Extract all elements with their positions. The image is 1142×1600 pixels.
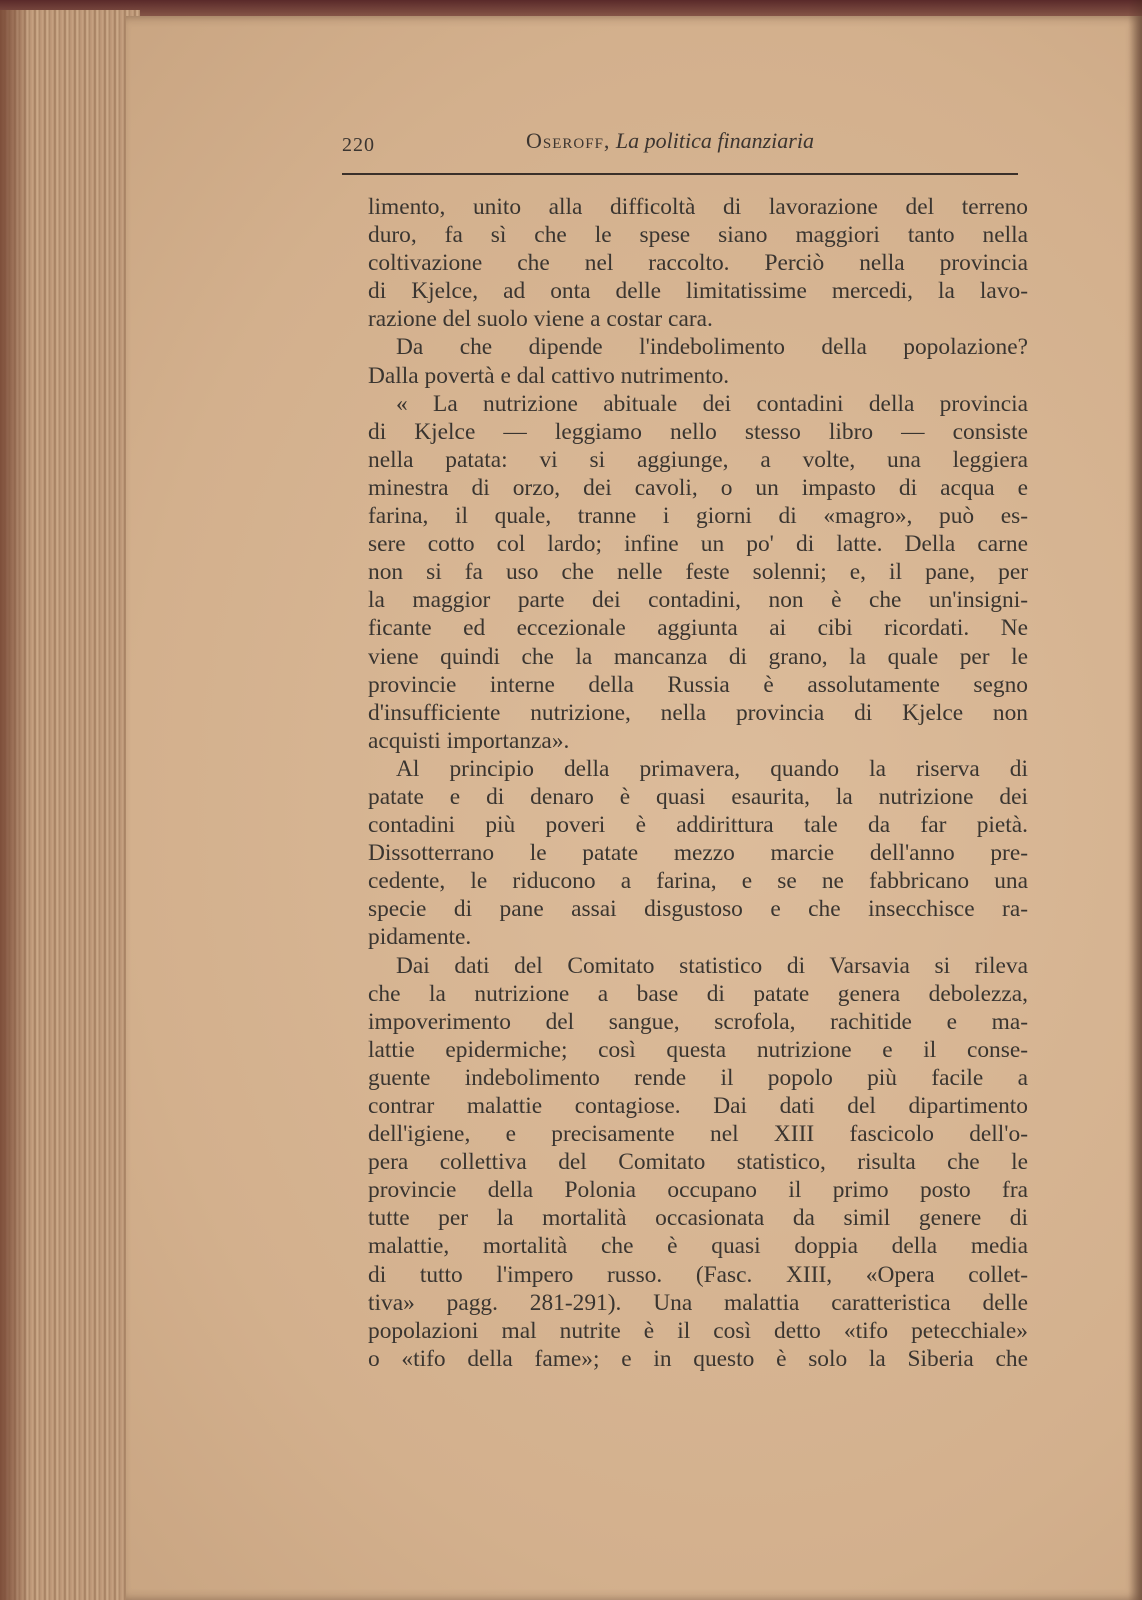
- text-line: lattie epidermiche; così questa nutrizione e il conse-: [368, 1036, 1028, 1063]
- page-edge-shadow: [1128, 0, 1142, 1600]
- running-head: [526, 128, 814, 154]
- text-line: nella patata: vi si aggiunge, a volte, una leggiera: [368, 446, 1028, 473]
- text-line: impoverimento del sangue, scrofola, rachitide e ma-: [368, 1008, 1028, 1035]
- running-head-author: Oseroff,: [526, 128, 611, 153]
- text-line: Dai dati del Comitato statistico di Varsavia si rileva: [396, 952, 1028, 979]
- text-line: malattie, mortalità che è quasi doppia della media: [368, 1233, 1028, 1260]
- text-line: di Kjelce, ad onta delle limitatissime mercedi, la lavo-: [368, 278, 1028, 305]
- text-line: tiva» pagg. 281-291). Una malattia caratteristica delle: [368, 1289, 1028, 1316]
- text-line: viene quindi che la mancanza di grano, la quale per le: [368, 643, 1028, 670]
- page-number: 220: [342, 134, 375, 156]
- text-line: provincie interne della Russia è assolutamente segno: [368, 671, 1028, 698]
- text-line: pidamente.: [368, 924, 472, 951]
- text-line: guente indebolimento rende il popolo più facile a: [368, 1064, 1028, 1091]
- text-line: limento, unito alla difficoltà di lavorazione del terreno: [368, 194, 1028, 220]
- text-line: Dalla povertà e dal cattivo nutrimento.: [368, 362, 730, 389]
- text-line: « La nutrizione abituale dei contadini della provincia: [396, 390, 1028, 417]
- text-line: dell'igiene, e precisamente nel XIII fascicolo dell'o-: [368, 1121, 1028, 1148]
- text-line: o «tifo della fame»; e in questo è solo la Siberia che: [368, 1345, 1028, 1372]
- header-rule: [342, 173, 1018, 175]
- text-line: minestra di orzo, dei cavoli, o un impasto di acqua e: [368, 474, 1028, 501]
- text-line: d'insufficiente nutrizione, nella provincia di Kjelce non: [368, 699, 1028, 726]
- text-line: contadini più poveri è addirittura tale da far pietà.: [368, 812, 1028, 839]
- text-line: Al principio della primavera, quando la riserva di: [396, 755, 1028, 782]
- text-line: di Kjelce — leggiamo nello stesso libro — consiste: [368, 418, 1028, 445]
- text-line: contrar malattie contagiose. Dai dati del dipartimento: [368, 1093, 1028, 1119]
- text-line: sere cotto col lardo; infine un po' di latte. Della carne: [368, 531, 1028, 558]
- text-line: di tutto l'impero russo. (Fasc. XIII, «Opera collet-: [368, 1261, 1028, 1288]
- text-line: cedente, le riducono a farina, e se ne fabbricano una: [368, 868, 1028, 895]
- text-line: farina, il quale, tranne i giorni di «magro», può es-: [368, 503, 1028, 530]
- text-line: la maggior parte dei contadini, non è che un'insigni-: [368, 587, 1028, 614]
- text-line: pera collettiva del Comitato statistico, risulta che le: [368, 1149, 1028, 1176]
- text-line: Da che dipende l'indebolimento della popolazione?: [396, 334, 1028, 361]
- text-line: duro, fa sì che le spese siano maggiori tanto nella: [368, 222, 1028, 249]
- text-line: patate e di denaro è quasi esaurita, la nutrizione dei: [368, 783, 1028, 810]
- text-line: razione del suolo viene a costar cara.: [368, 306, 713, 333]
- page-stack-edge: [0, 10, 140, 1600]
- text-line: acquisti importanza».: [368, 727, 570, 754]
- text-line: ficante ed eccezionale aggiunta ai cibi ricordati. Ne: [368, 615, 1028, 642]
- text-line: non si fa uso che nelle feste solenni; e, il pane, per: [368, 559, 1028, 586]
- text-line: tutte per la mortalità occasionata da simil genere di: [368, 1205, 1028, 1232]
- text-line: che la nutrizione a base di patate genera debolezza,: [368, 980, 1028, 1007]
- running-header: [216, 128, 1040, 168]
- text-line: popolazioni mal nutrite è il così detto «tifo petecchiale»: [368, 1317, 1028, 1344]
- body-text: [368, 193, 1028, 1373]
- running-head-title: La politica finanziaria: [615, 128, 814, 153]
- text-line: specie di pane assai disgustoso e che insecchisce ra-: [368, 896, 1028, 923]
- text-line: Dissotterrano le patate mezzo marcie dell'anno pre-: [368, 840, 1028, 867]
- text-line: coltivazione che nel raccolto. Perciò nella provincia: [368, 250, 1028, 277]
- text-line: provincie della Polonia occupano il primo posto fra: [368, 1177, 1028, 1204]
